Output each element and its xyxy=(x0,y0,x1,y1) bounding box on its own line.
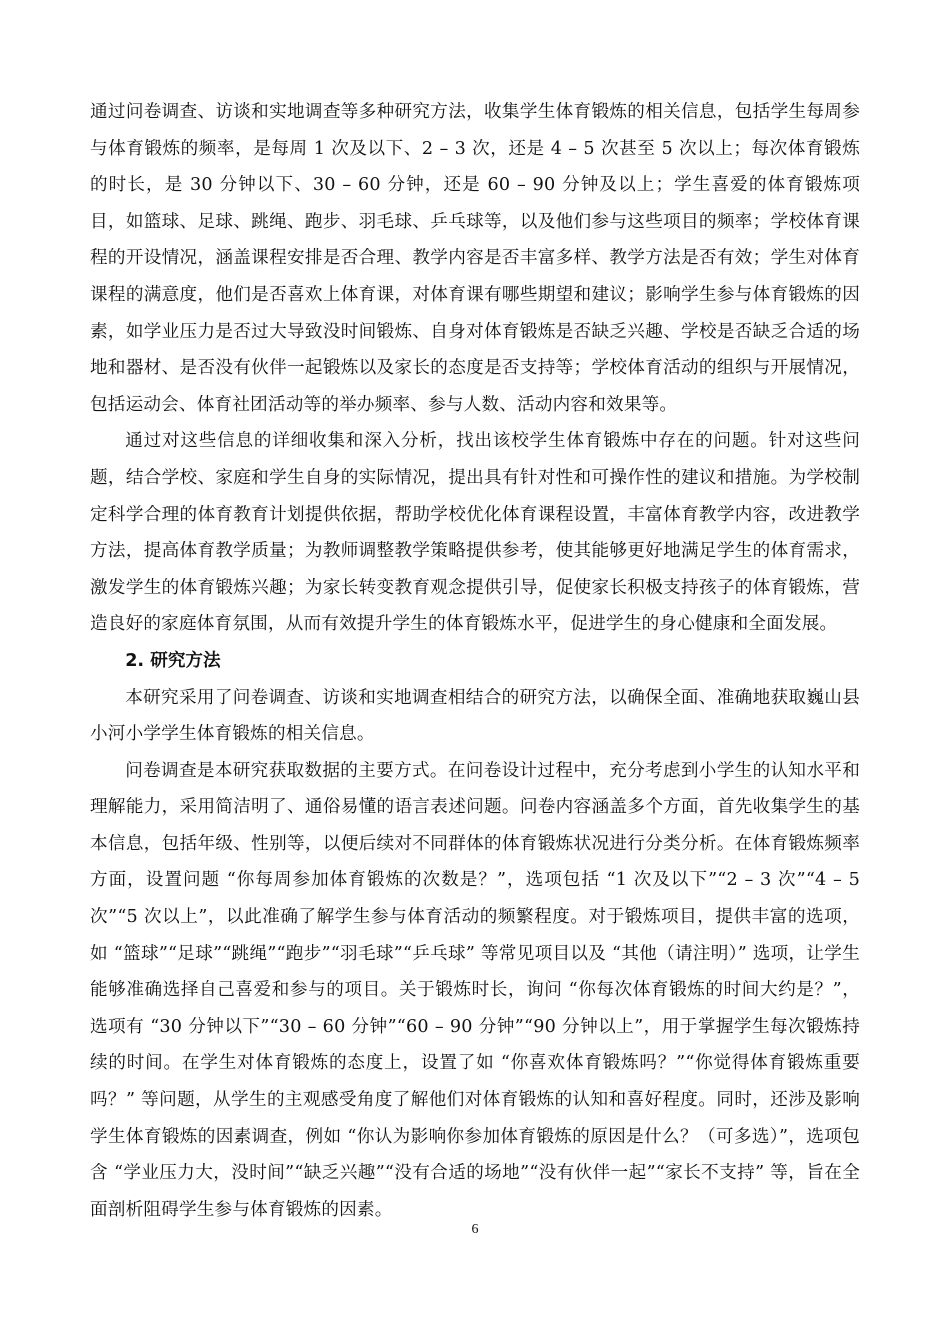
paragraph-methods-overview: 本研究采用了问卷调查、访谈和实地调查相结合的研究方法，以确保全面、准确地获取巍山县小河小学学生体育锻炼的相关信息。 xyxy=(90,687,860,745)
paragraph-questionnaire-design: 问卷调查是本研究获取数据的主要方式。在问卷设计过程中，充分考虑到小学生的认知水平和理解能力，采用简洁明了、通俗易懂的语言表述问题。问卷内容涵盖多个方面，首先收集学生的基本信息，包括年级、性别等，以便后续对不同群体的体育锻炼状况进行分类分析。在体育锻炼频率方面，设置问题 “你每周参加体育锻炼的次数是？”，选项包括 “1 次及以下”“2 – 3 次”“4 – 5 次”“5 次以上”，以此准确了解学生参与体育活动的频繁程度。对于锻炼项目，提供丰富的选项，如 “篮球”“足球”“跳绳”“跑步”“羽毛球”“乒乓球” 等常见项目以及 “其他（请注明）” 选项，让学生能够准确选择自己喜爱和参与的项目。关于锻炼时长，询问 “你每次体育锻炼的时间大约是？”，选项有 “30 分钟以下”“30 – 60 分钟”“60 – 90 分钟”“90 分钟以上”，用于掌握学生每次锻炼持续的时间。在学生对体育锻炼的态度上，设置了如 “你喜欢体育锻炼吗？”“你觉得体育锻炼重要吗？” 等问题，从学生的主观感受角度了解他们对体育锻炼的认知和喜好程度。同时，还涉及影响学生体育锻炼的因素调查，例如 “你认为影响你参加体育锻炼的原因是什么？（可多选）”，选项包含 “学业压力大，没时间”“缺乏兴趣”“没有合适的场地”“没有伙伴一起”“家长不支持” 等，旨在全面剖析阻碍学生参与体育锻炼的因素。 xyxy=(90,760,860,1220)
section-heading-research-methods: 2. 研究方法 xyxy=(125,650,221,671)
document-body xyxy=(90,94,860,1228)
page-number: 6 xyxy=(471,1222,479,1237)
paragraph-survey-content: 通过问卷调查、访谈和实地调查等多种研究方法，收集学生体育锻炼的相关信息，包括学生每周参与体育锻炼的频率，是每周 1 次及以下、2 – 3 次，还是 4 – 5 次甚至 5 次以上；每次体育锻炼的时长，是 30 分钟以下、30 – 60 分钟，还是 60 – 90 分钟及以上；学生喜爱的体育锻炼项目，如篮球、足球、跳绳、跑步、羽毛球、乒乓球等，以及他们参与这些项目的频率；学校体育课程的开设情况，涵盖课程安排是否合理、教学内容是否丰富多样、教学方法是否有效；学生对体育课程的满意度，他们是否喜欢上体育课，对体育课有哪些期望和建议；影响学生参与体育锻炼的因素，如学业压力是否过大导致没时间锻炼、自身对体育锻炼是否缺乏兴趣、学校是否缺乏合适的场地和器材、是否没有伙伴一起锻炼以及家长的态度是否支持等；学校体育活动的组织与开展情况，包括运动会、体育社团活动等的举办频率、参与人数、活动内容和效果等。 xyxy=(90,102,860,415)
paragraph-analysis-purpose: 通过对这些信息的详细收集和深入分析，找出该校学生体育锻炼中存在的问题。针对这些问题，结合学校、家庭和学生自身的实际情况，提出具有针对性和可操作性的建议和措施。为学校制定科学合理的体育教育计划提供依据，帮助学校优化体育课程设置，丰富体育教学内容，改进教学方法，提高体育教学质量；为教师调整教学策略提供参考，使其能够更好地满足学生的体育需求，激发学生的体育锻炼兴趣；为家长转变教育观念提供引导，促使家长积极支持孩子的体育锻炼，营造良好的家庭体育氛围，从而有效提升学生的体育锻炼水平，促进学生的身心健康和全面发展。 xyxy=(90,431,860,635)
